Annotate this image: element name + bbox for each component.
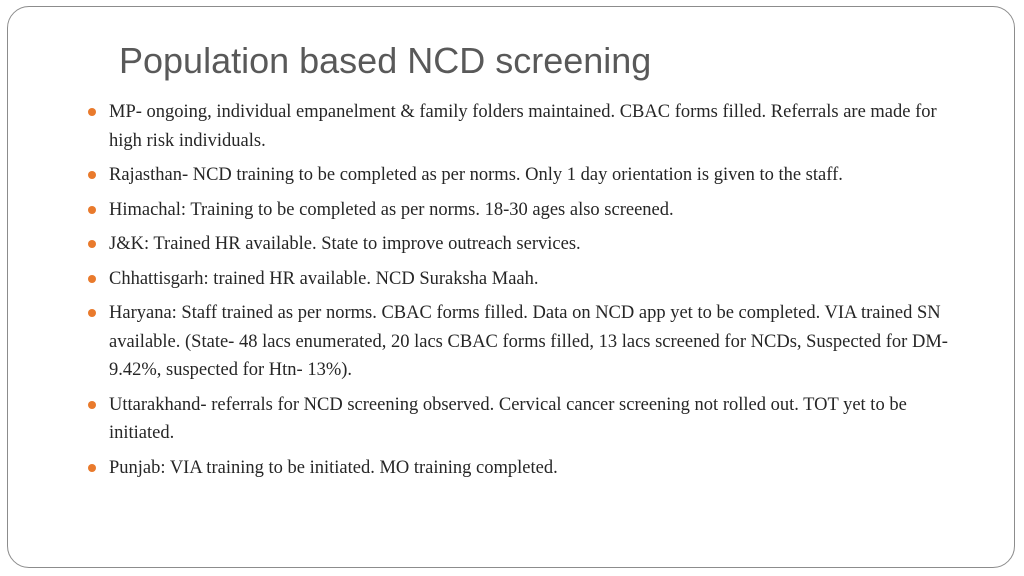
slide <box>7 6 1015 568</box>
bullet-dot-icon <box>88 206 96 214</box>
bullet-item-himachal <box>86 196 966 225</box>
bullet-item-mp <box>86 98 966 155</box>
bullet-text: Himachal: Training to be completed as per norms. 18-30 ages also screened. <box>109 199 674 220</box>
bullet-dot-icon <box>88 171 96 179</box>
bullet-dot-icon <box>88 275 96 283</box>
bullet-item-chhattisgarh <box>86 265 966 294</box>
bullet-text: Chhattisgarh: trained HR available. NCD Suraksha Maah. <box>109 268 539 289</box>
bullet-text: Uttarakhand- referrals for NCD screening observed. Cervical cancer screening not rolled out. TOT yet to be initiated. <box>109 394 907 443</box>
bullet-text: Punjab: VIA training to be initiated. MO training completed. <box>109 457 558 478</box>
bullet-dot-icon <box>88 401 96 409</box>
bullet-item-haryana <box>86 299 966 385</box>
bullet-dot-icon <box>88 108 96 116</box>
bullet-text: MP- ongoing, individual empanelment & family folders maintained. CBAC forms filled. Referrals are made for high risk individuals. <box>109 102 937 151</box>
bullet-dot-icon <box>88 240 96 248</box>
slide-title: Population based NCD screening <box>119 40 652 81</box>
bullet-list <box>86 98 966 488</box>
bullet-item-uttarakhand <box>86 391 966 448</box>
bullet-item-jk <box>86 230 966 259</box>
bullet-text: J&K: Trained HR available. State to improve outreach services. <box>109 234 581 254</box>
bullet-text: Haryana: Staff trained as per norms. CBAC forms filled. Data on NCD app yet to be completed. VIA trained SN available. (State- 48 lacs enumerated, 20 lacs CBAC forms filled, 13 lacs screened for NCDs, Suspected for DM- 9.42%, suspected for Htn- 13%). <box>109 303 948 380</box>
bullet-dot-icon <box>88 309 96 317</box>
bullet-item-punjab <box>86 454 966 483</box>
bullet-dot-icon <box>88 464 96 472</box>
bullet-item-rajasthan <box>86 161 966 190</box>
bullet-text: Rajasthan- NCD training to be completed as per norms. Only 1 day orientation is given to the staff. <box>109 165 843 185</box>
